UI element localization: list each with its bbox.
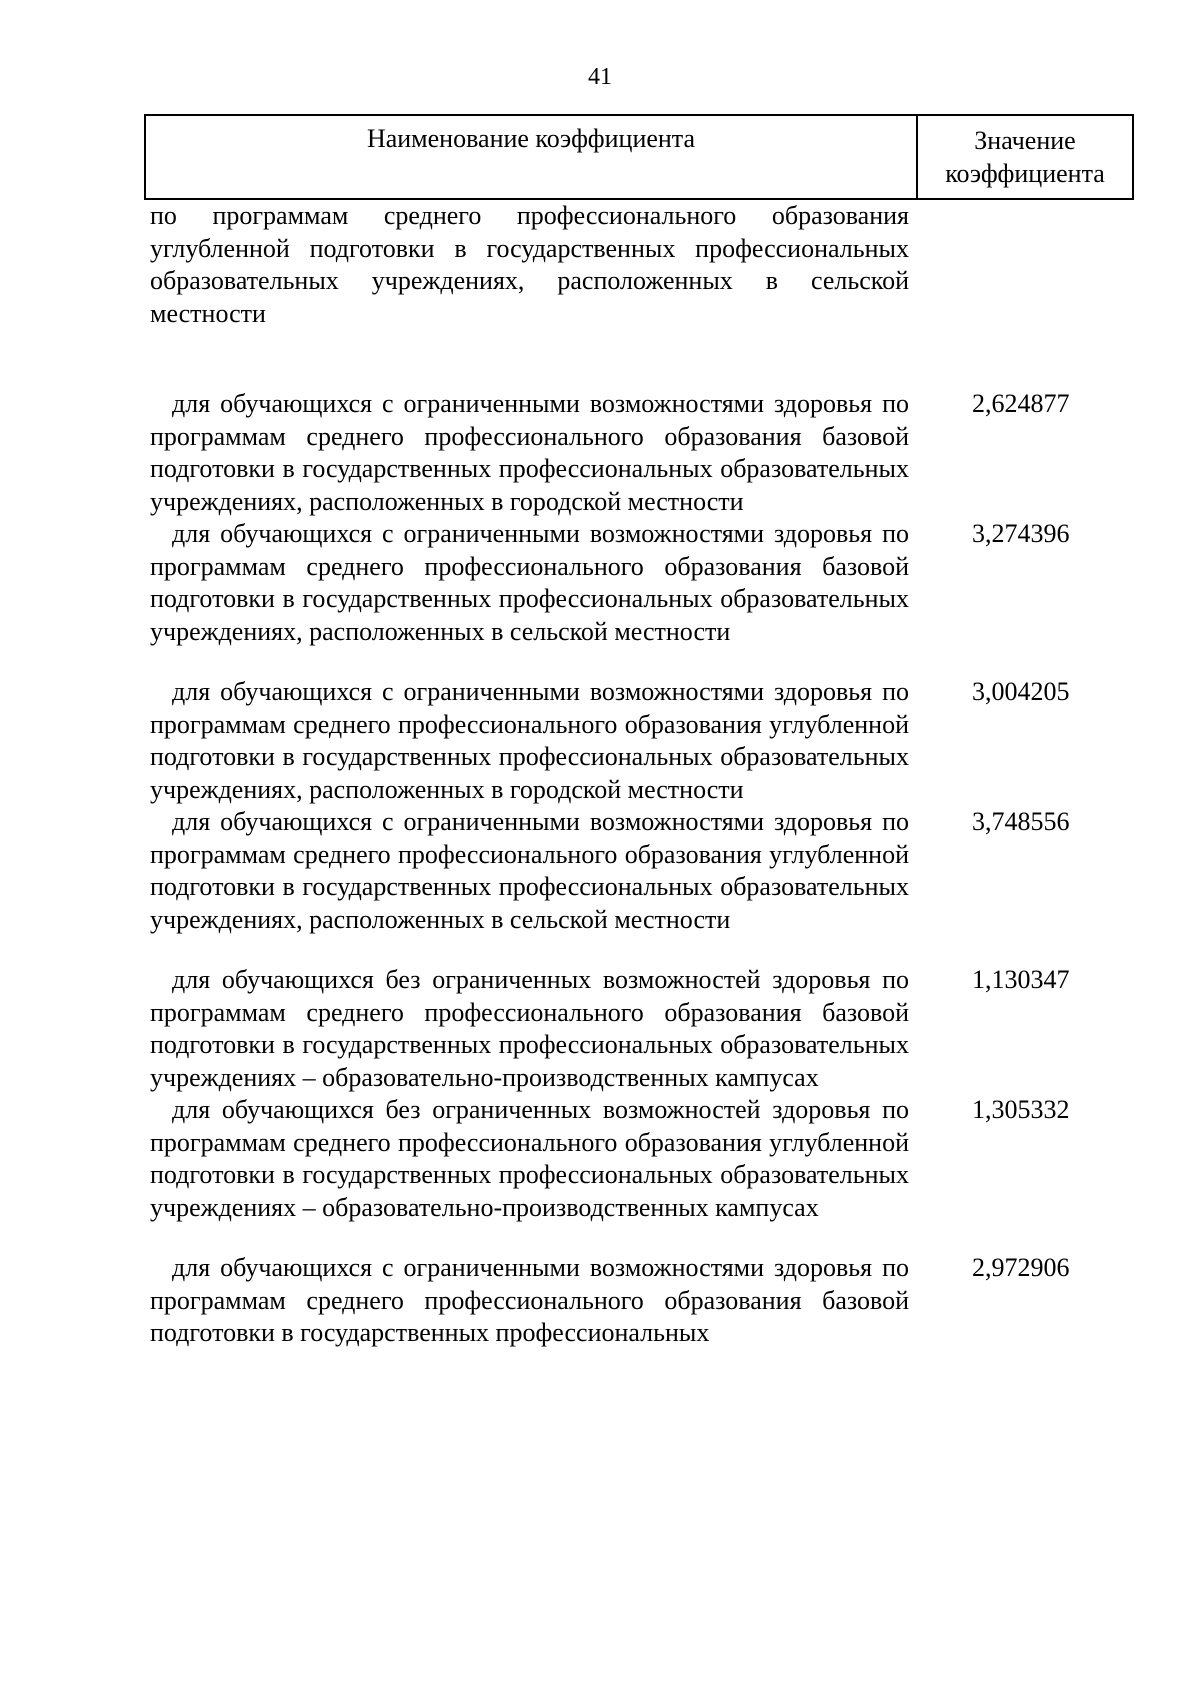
row-text: для обучающихся с ограниченными возможностями здоровья по программам среднего профессионального образования углубленной подготовки в государственных профессиональных образовательных учреждениях, расположенных в городской местности [150, 677, 909, 804]
table-row [150, 806, 1150, 936]
row-text: для обучающихся без ограниченных возможностей здоровья по программам среднего профессионального образования углубленной подготовки в государственных профессиональных образовательных учреждениях – образовательно-производственных кампусах [150, 1095, 909, 1222]
table-row [150, 1094, 1150, 1224]
page-number: 41 [588, 64, 612, 90]
row-text: для обучающихся с ограниченными возможностями здоровья по программам среднего профессионального образования углубленной подготовки в государственных профессиональных образовательных учреждениях, расположенных в сельской местности [150, 807, 909, 934]
row-text: по программам среднего профессионального образования углубленной подготовки в государственных профессиональных образовательных учреждениях, расположенных в сельской местности [150, 201, 909, 328]
header-value-line1: Значение [974, 126, 1076, 155]
row-text: для обучающихся с ограниченными возможностями здоровья по программам среднего профессионального образования базовой подготовки в государственных профессиональных образовательных учреждениях, расположенных в городской местности [150, 389, 909, 516]
row-text: для обучающихся с ограниченными возможностями здоровья по программам среднего профессионального образования базовой подготовки в государственных профессиональных [150, 1253, 909, 1347]
row-text: для обучающихся с ограниченными возможностями здоровья по программам среднего профессионального образования базовой подготовки в государственных профессиональных образовательных учреждениях, расположенных в сельской местности [150, 519, 909, 646]
table-row [150, 200, 1150, 330]
row-value: 2,972906 [972, 1253, 1070, 1282]
table-header [144, 114, 1134, 200]
row-text: для обучающихся без ограниченных возможностей здоровья по программам среднего профессионального образования базовой подготовки в государственных профессиональных образовательных учреждениях – образовательно-производственных кампусах [150, 965, 909, 1092]
table-row [150, 1252, 1150, 1350]
table-row [150, 676, 1150, 806]
row-value: 2,624877 [972, 389, 1070, 418]
header-value-column [918, 124, 1132, 190]
header-value-line2: коэффициента [945, 159, 1105, 188]
coefficient-table-body [150, 200, 1150, 1350]
table-row [150, 964, 1150, 1094]
table-row [150, 388, 1150, 518]
table-row [150, 518, 1150, 648]
row-value: 1,130347 [972, 965, 1070, 994]
row-value: 3,274396 [972, 519, 1070, 548]
header-name-column: Наименование коэффициента [366, 124, 696, 153]
row-value: 1,305332 [972, 1095, 1070, 1124]
row-value: 3,748556 [972, 807, 1070, 836]
row-value: 3,004205 [972, 677, 1070, 706]
